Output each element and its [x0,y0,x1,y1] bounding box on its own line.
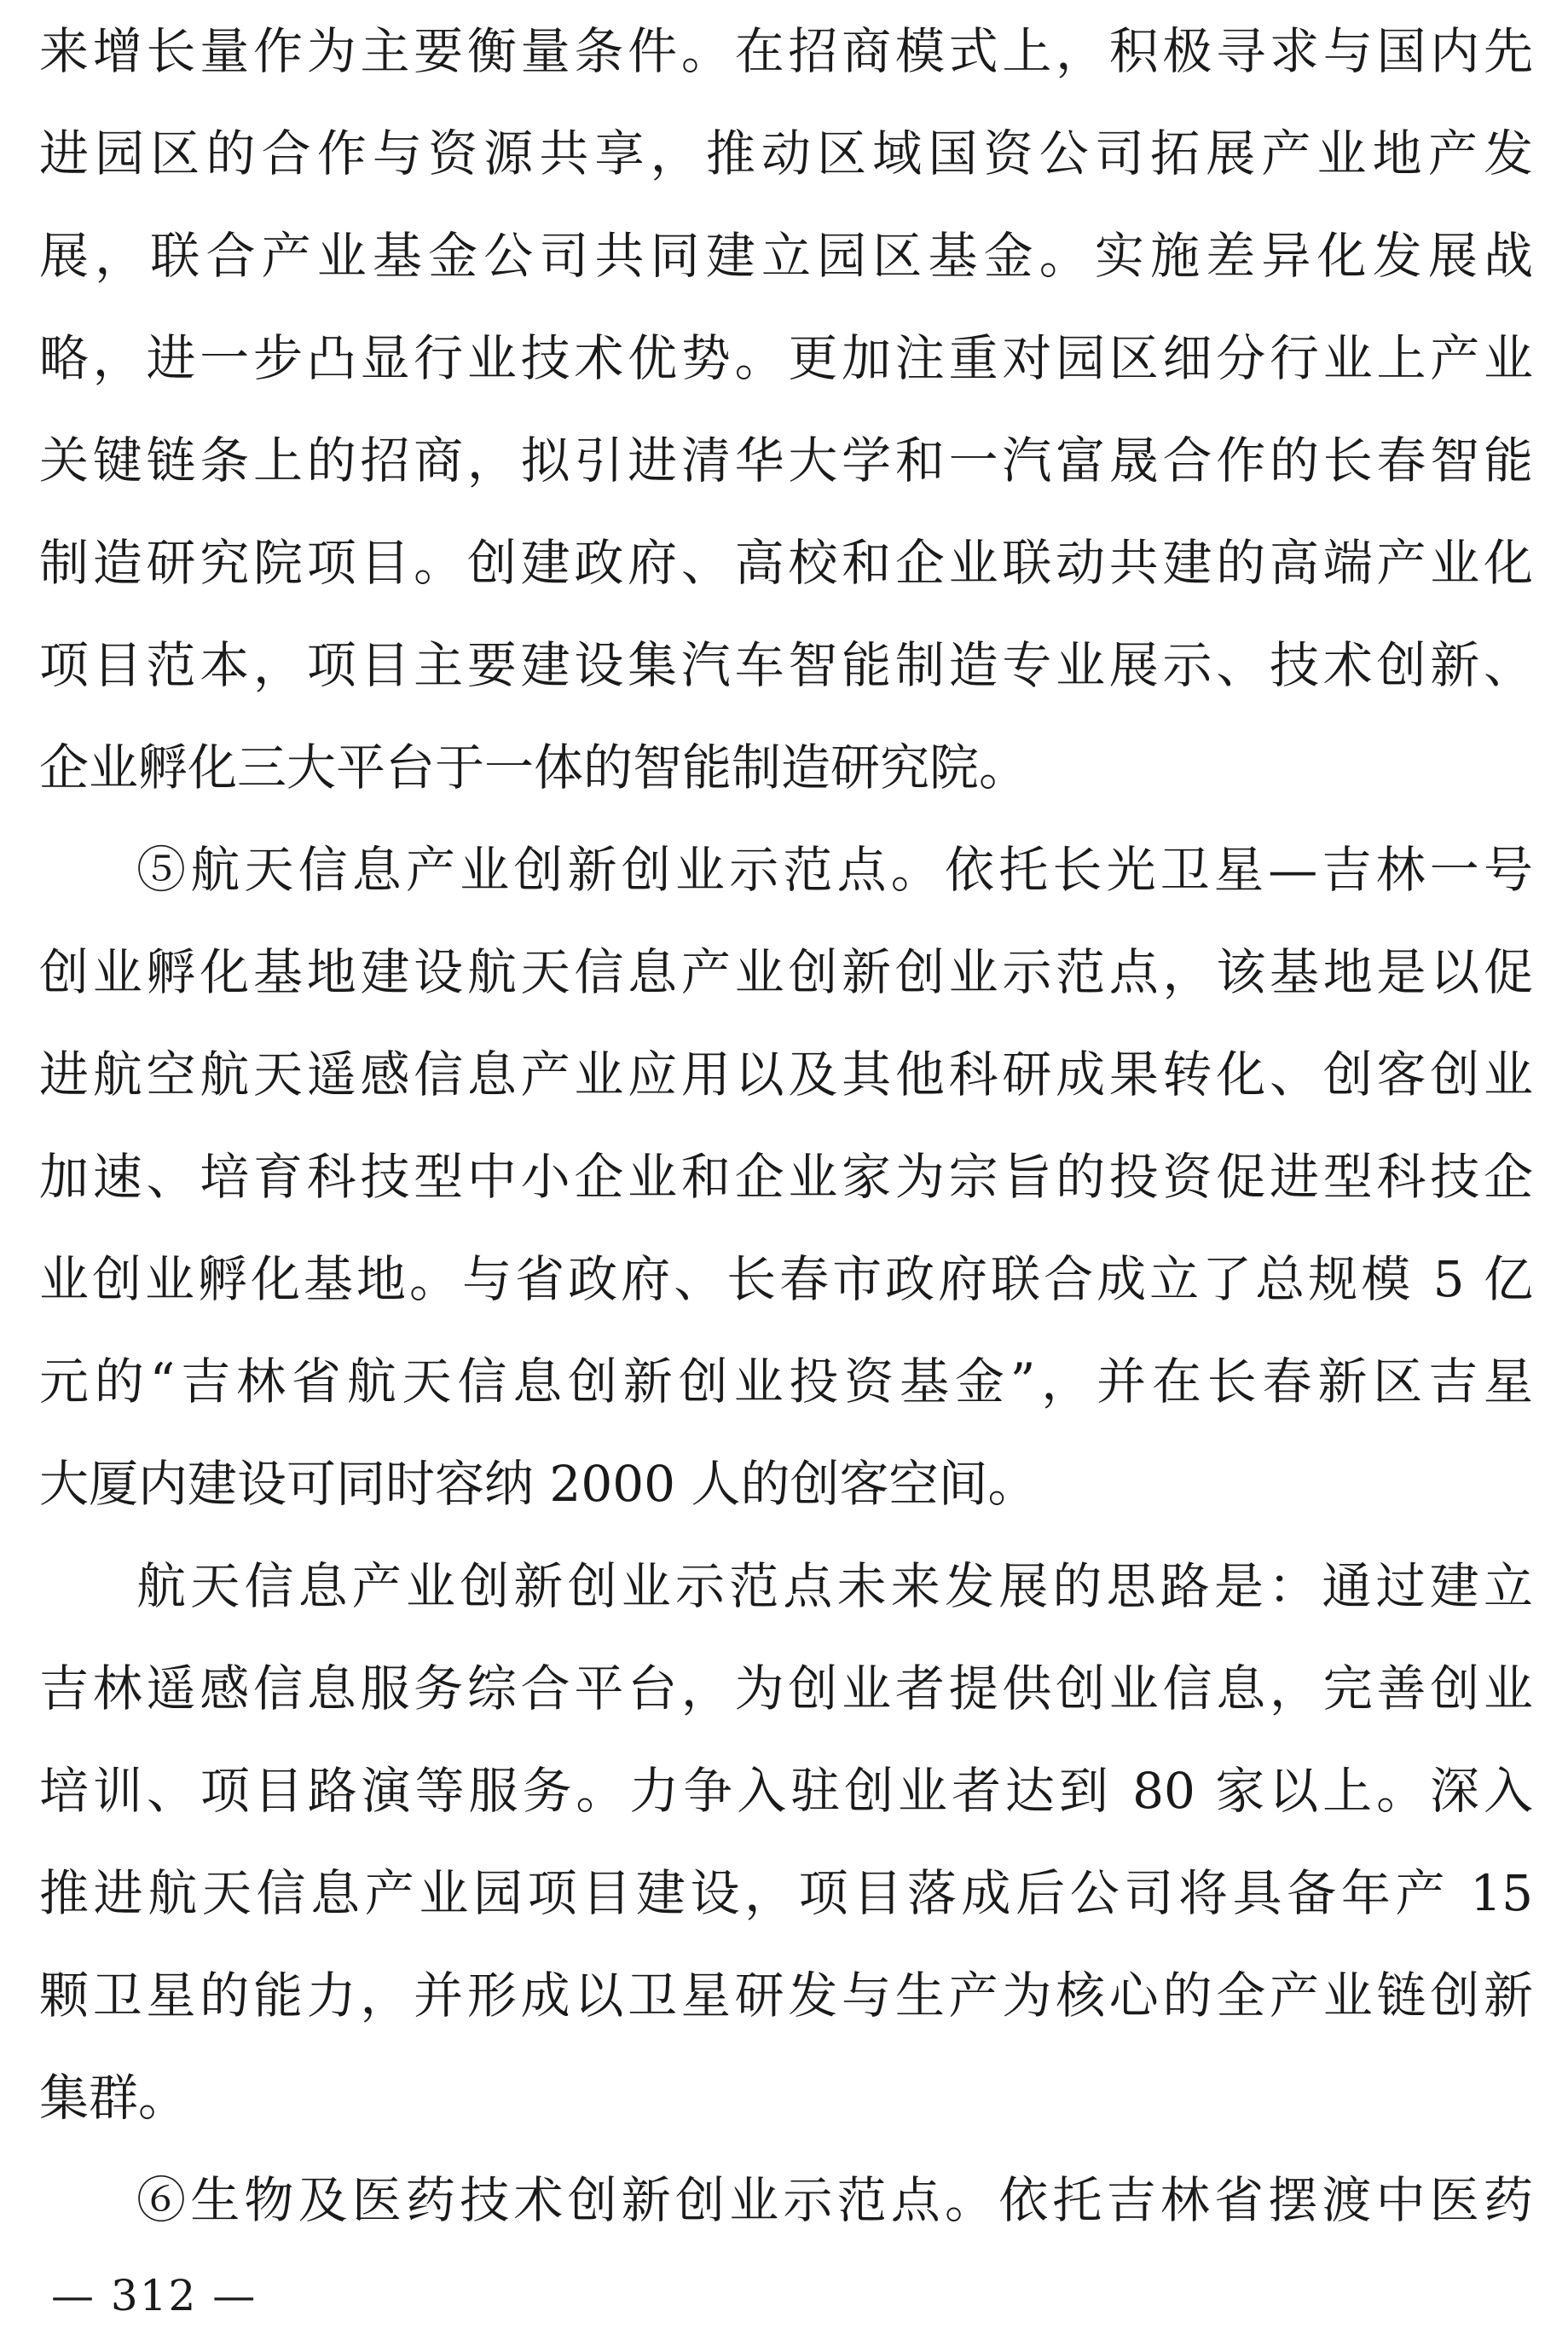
text-line: 元的“吉林省航天信息创新创业投资基金”，并在长春新区吉星 [39,1352,1533,1410]
text-line: 颗卫星的能力，并形成以卫星研发与生产为核心的全产业链创新 [39,1966,1533,2024]
paragraph-first-line: 航天信息产业创新创业示范点未来发展的思路是：通过建立 [136,1557,1533,1615]
text-line: 制造研究院项目。创建政府、高校和企业联动共建的高端产业化 [39,534,1533,592]
text-line: 略，进一步凸显行业技术优势。更加注重对园区细分行业上产业 [39,329,1533,387]
text-line: 展，联合产业基金公司共同建立园区基金。实施差异化发展战 [39,227,1533,285]
paragraph-first-line: ⑥生物及医药技术创新创业示范点。依托吉林省摆渡中医药 [136,2171,1533,2229]
text-line: 来增长量作为主要衡量条件。在招商模式上，积极寻求与国内先 [39,22,1533,80]
text-line: 创业孵化基地建设航天信息产业创新创业示范点，该基地是以促 [39,943,1533,1001]
text-line: 企业孵化三大平台于一体的智能制造研究院。 [39,738,1029,796]
text-line: 集群。 [39,2069,188,2127]
page-number: — 312 — [51,2271,257,2320]
text-line: 进航空航天遥感信息产业应用以及其他科研成果转化、创客创业 [39,1045,1533,1103]
paragraph-first-line: ⑤航天信息产业创新创业示范点。依托长光卫星—吉林一号 [136,841,1533,899]
text-line: 吉林遥感信息服务综合平台，为创业者提供创业信息，完善创业 [39,1659,1533,1717]
text-line: 培训、项目路演等服务。力争入驻创业者达到 80 家以上。深入 [39,1762,1533,1820]
text-line: 进园区的合作与资源共享，推动区域国资公司拓展产业地产发 [39,125,1533,182]
text-line: 关键链条上的招商，拟引进清华大学和一汽富晟合作的长春智能 [39,432,1533,489]
text-line: 推进航天信息产业园项目建设，项目落成后公司将具备年产 15 [39,1864,1533,1922]
text-line: 业创业孵化基地。与省政府、长春市政府联合成立了总规模 5 亿 [39,1250,1533,1308]
text-line: 项目范本，项目主要建设集汽车智能制造专业展示、技术创新、 [39,636,1533,694]
text-line: 大厦内建设可同时容纳 2000 人的创客空间。 [39,1455,1038,1513]
text-line: 加速、培育科技型中小企业和企业家为宗旨的投资促进型科技企 [39,1148,1533,1206]
